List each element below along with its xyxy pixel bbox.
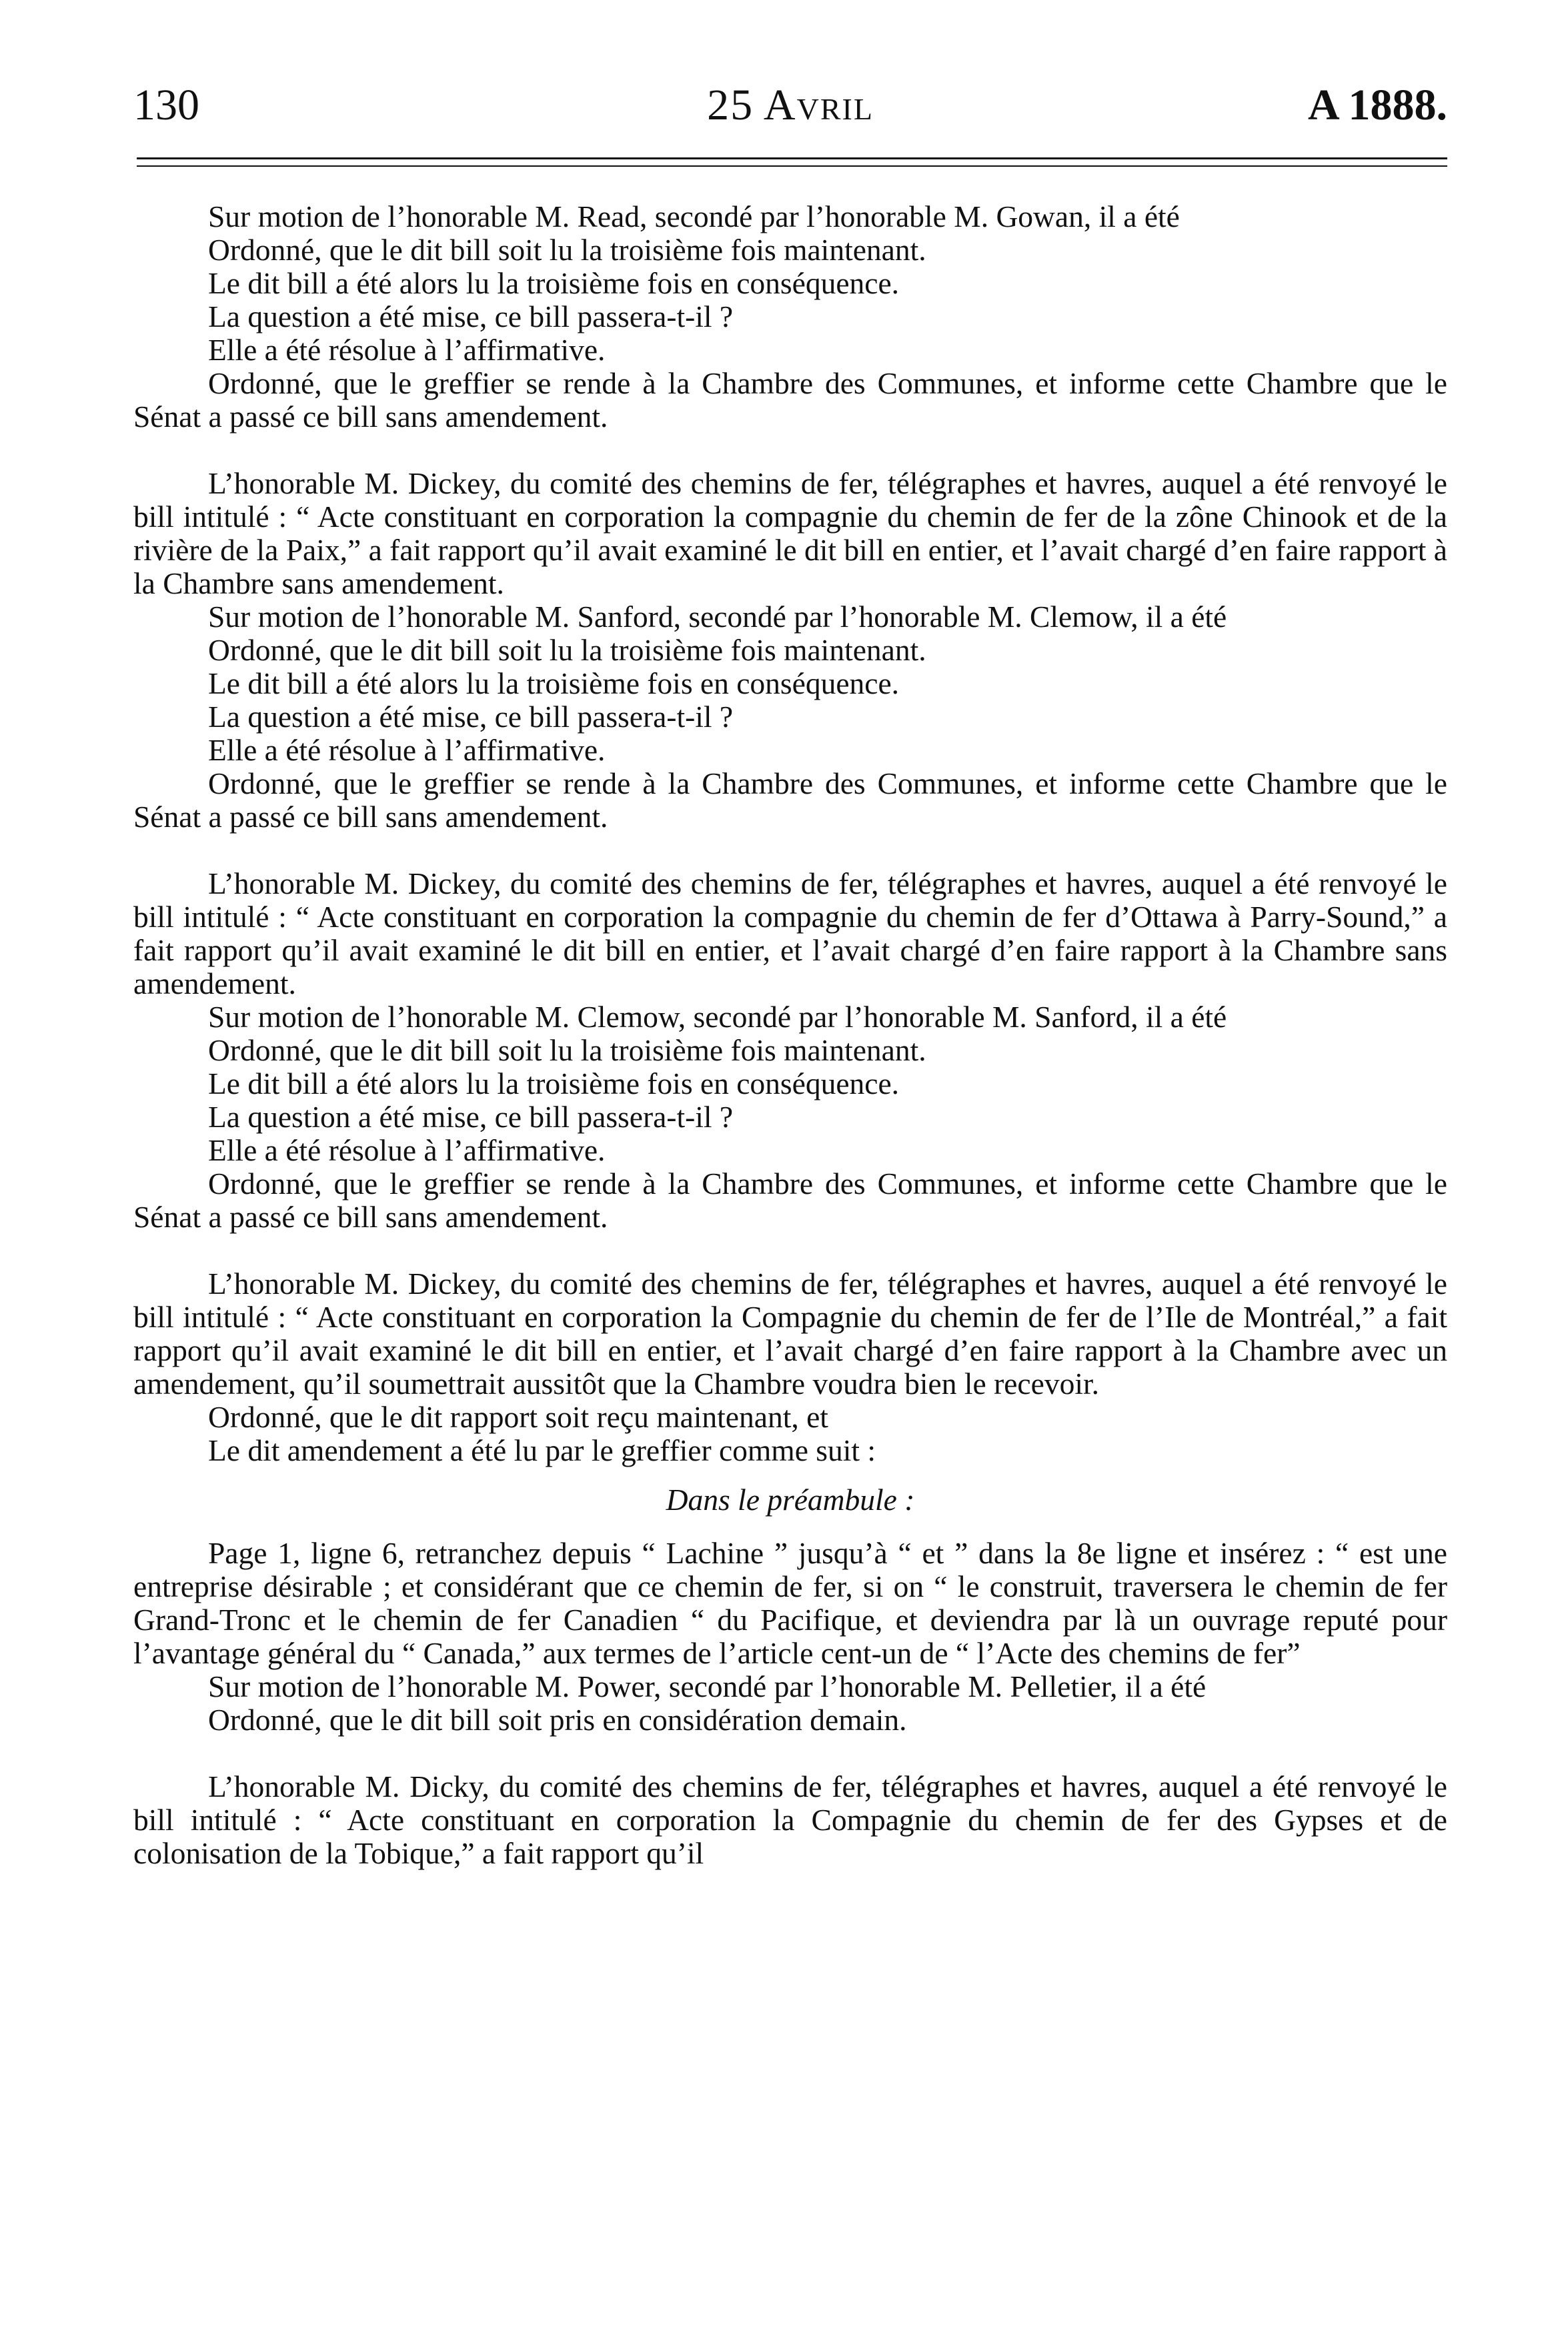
- paragraph: Sur motion de l’honorable M. Read, secondé par l’honorable M. Gowan, il a été: [208, 199, 1180, 233]
- paragraph: Le dit bill a été alors lu la troisième fois en conséquence.: [208, 666, 900, 700]
- paragraph: Le dit bill a été alors lu la troisième fois en conséquence.: [208, 266, 900, 300]
- paragraph: Le dit amendement a été lu par le greffier comme suit :: [208, 1433, 876, 1467]
- paragraph: L’honorable M. Dickey, du comité des chemins de fer, télégraphes et havres, auquel a été renvoyé le bill intitulé : “ Acte constituant en corporation la compagnie du chemin de fer d’Ottawa à Parry-Sound,” a fait rapport qu’il avait examiné le dit bill en entier, et l’avait chargé d’en faire rapport à la Chambre sans amendement.: [133, 866, 1447, 1000]
- page-year: A 1888.: [1307, 81, 1447, 129]
- header-rule-bottom: [137, 165, 1447, 167]
- header-rule-top: [137, 157, 1447, 159]
- page-number: 130: [133, 81, 199, 129]
- page-date: 25 Avril: [707, 81, 874, 129]
- paragraph: La question a été mise, ce bill passera-t-il ?: [208, 1100, 734, 1134]
- paragraph: La question a été mise, ce bill passera-t-il ?: [208, 299, 734, 333]
- paragraph: Sur motion de l’honorable M. Sanford, secondé par l’honorable M. Clemow, il a été: [208, 600, 1227, 634]
- document-body: [133, 200, 1447, 1870]
- paragraph: Elle a été résolue à l’affirmative.: [208, 333, 606, 367]
- page-header: [133, 79, 1447, 132]
- paragraph: Page 1, ligne 6, retranchez depuis “ Lachine ” jusqu’à “ et ” dans la 8e ligne et insérez : “ est une entreprise désirable ; et considérant que ce chemin de fer, si on “ le construit, traversera le chemin de fer Grand-Tronc et le chemin de fer Canadien “ du Pacifique, et deviendra par là un ouvrage reputé pour l’avantage général du “ Canada,” aux termes de l’article cent-un de “ l’Acte des chemins de fer”: [133, 1536, 1447, 1670]
- paragraph: Ordonné, que le dit bill soit lu la troisième fois maintenant.: [208, 233, 926, 267]
- paragraph: Ordonné, que le dit bill soit lu la troisième fois maintenant.: [208, 1033, 926, 1067]
- paragraph: Le dit bill a été alors lu la troisième fois en conséquence.: [208, 1066, 900, 1100]
- paragraph: Sur motion de l’honorable M. Power, secondé par l’honorable M. Pelletier, il a été: [208, 1669, 1207, 1703]
- paragraph: Ordonné, que le greffier se rende à la Chambre des Communes, et informe cette Chambre que le Sénat a passé ce bill sans amendement.: [133, 366, 1447, 434]
- paragraph: Ordonné, que le dit rapport soit reçu maintenant, et: [208, 1400, 828, 1434]
- paragraph: Sur motion de l’honorable M. Clemow, secondé par l’honorable M. Sanford, il a été: [208, 1000, 1227, 1034]
- paragraph: L’honorable M. Dickey, du comité des chemins de fer, télégraphes et havres, auquel a été renvoyé le bill intitulé : “ Acte constituant en corporation la compagnie du chemin de fer de la zône Chinook et de la rivière de la Paix,” a fait rapport qu’il avait examiné le dit bill en entier, et l’avait chargé d’en faire rapport à la Chambre sans amendement.: [133, 466, 1447, 600]
- paragraph: Elle a été résolue à l’affirmative.: [208, 1133, 606, 1167]
- paragraph: La question a été mise, ce bill passera-t-il ?: [208, 700, 734, 734]
- section-heading: Dans le préambule :: [666, 1483, 915, 1517]
- paragraph: Elle a été résolue à l’affirmative.: [208, 733, 606, 767]
- paragraph: L’honorable M. Dicky, du comité des chemins de fer, télégraphes et havres, auquel a été renvoyé le bill intitulé : “ Acte constituant en corporation la Compagnie du chemin de fer des Gypses et de colonisation de la Tobique,” a fait rapport qu’il: [133, 1769, 1447, 1870]
- paragraph: Ordonné, que le greffier se rende à la Chambre des Communes, et informe cette Chambre que le Sénat a passé ce bill sans amendement.: [133, 766, 1447, 834]
- paragraph: L’honorable M. Dickey, du comité des chemins de fer, télégraphes et havres, auquel a été renvoyé le bill intitulé : “ Acte constituant en corporation la Compagnie du chemin de fer de l’Ile de Montréal,” a fait rapport qu’il avait examiné le dit bill en entier, et l’avait chargé d’en faire rapport à la Chambre avec un amendement, qu’il soumettrait aussitôt que la Chambre voudra bien le recevoir.: [133, 1267, 1447, 1401]
- paragraph: Ordonné, que le dit bill soit pris en considération demain.: [208, 1703, 907, 1737]
- paragraph: Ordonné, que le dit bill soit lu la troisième fois maintenant.: [208, 633, 926, 667]
- paragraph: Ordonné, que le greffier se rende à la Chambre des Communes, et informe cette Chambre que le Sénat a passé ce bill sans amendement.: [133, 1166, 1447, 1234]
